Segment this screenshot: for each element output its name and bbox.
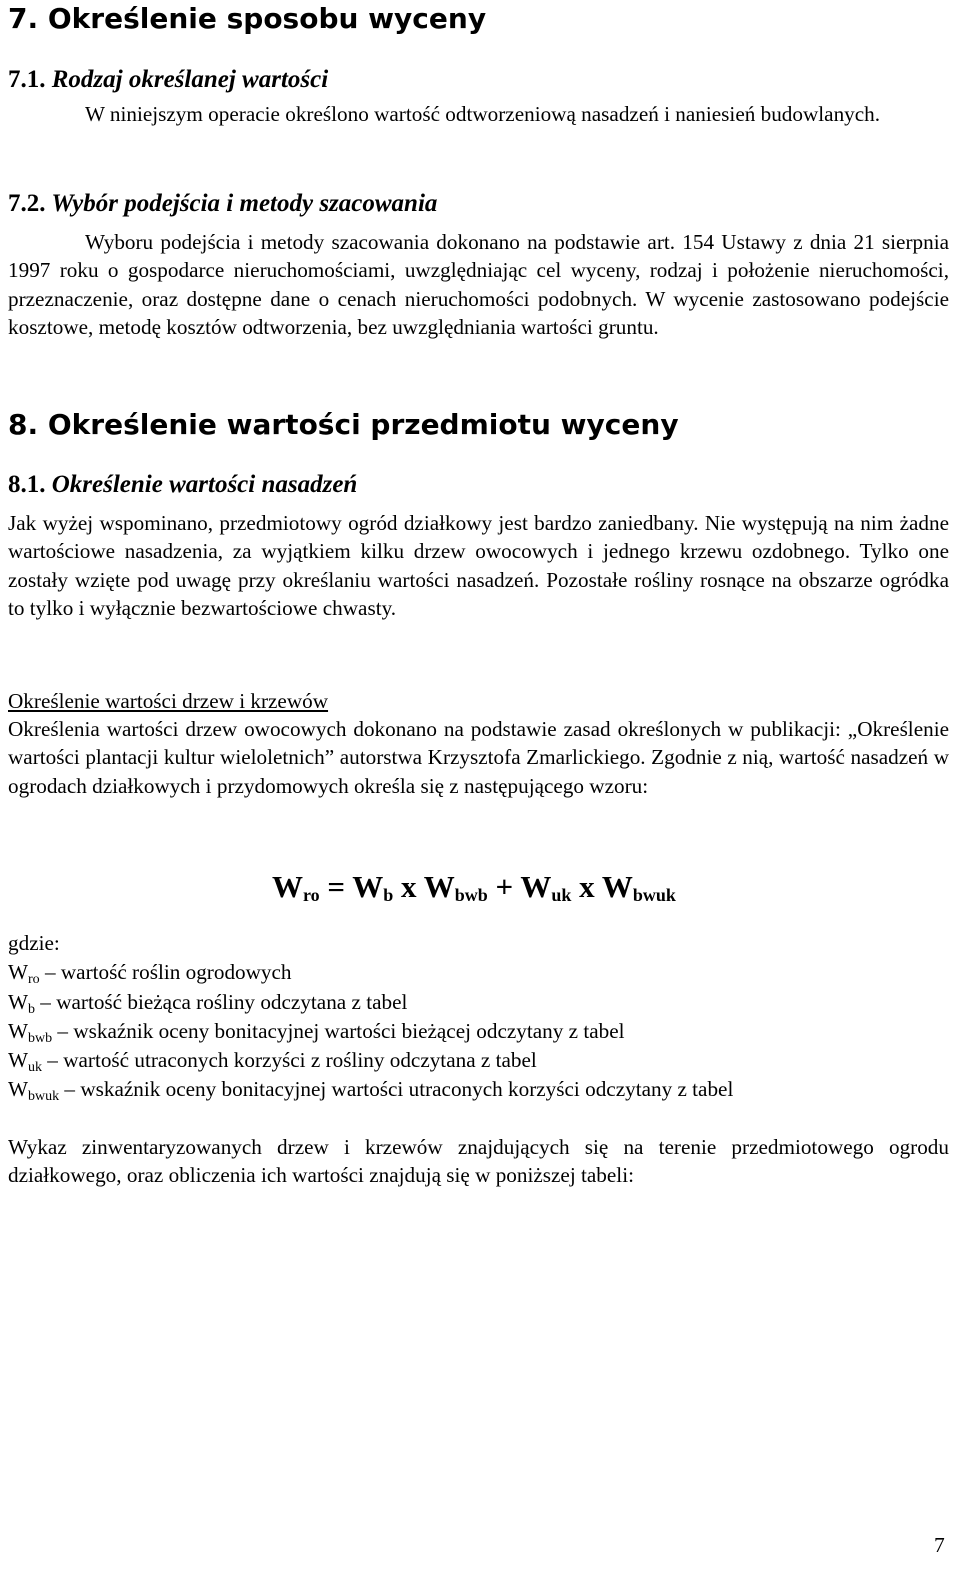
definition-item: $W_{bwuk}$ – wskaźnik oceny bonitacyjnej wartości utraconych korzyści odczytany z tabel [8, 1077, 734, 1104]
section-7-1-paragraph: W niniejszym operacie określono wartość odtworzeniową nasadzeń i naniesień budowlanych. [85, 102, 881, 126]
section-title: Rodzaj określanej wartości [51, 66, 329, 93]
section-title: Określenie wartości nasadzeń [51, 471, 358, 498]
definition-item: $W_{uk}$ – wartość utraconych korzyści z rośliny odczytana z tabel [8, 1048, 537, 1075]
section-number: 7.1. [8, 66, 46, 93]
valuation-formula: $W_{ro} = W_b$ x $W_{bwb} + W_{uk}$ x $W_{bwuk}$ [272, 869, 676, 905]
section-8-1-paragraph: Jak wyżej wspominano, przedmiotowy ogród działkowy jest bardzo zaniedbany. Nie występują na nim żadne wartościowe nasadzenia, za wyjątkiem kilku drzew owocowych i jednego krzewu ozdobnego. Tylko one zostały wzięte pod uwagę przy określaniu wartości nasadzeń. Pozostałe rośliny rosnące na obszarze ogródka to tylko i wyłącznie bezwartościowe chwasty. [8, 511, 949, 621]
definition-item: $W_b$ – wartość bieżąca rośliny odczytana z tabel [8, 990, 408, 1017]
section-8-heading: 8. Określenie wartości przedmiotu wyceny [8, 408, 679, 441]
section-7-2-paragraph: Wyboru podejścia i metody szacowania dokonano na podstawie art. 154 Ustawy z dnia 21 sierpnia 1997 roku o gospodarce nieruchomościami, uwzględniając cel wyceny, rodzaj i położenie nieruchomości, przeznaczenie, oraz dostępne dane o cenach nieruchomości podobnych. W wycenie zastosowano podejście kosztowe, metodę kosztów odtworzenia, bez uwzględniania wartości gruntu. [8, 230, 949, 340]
where-label: gdzie: [8, 931, 60, 955]
section-7-2-heading [8, 189, 949, 219]
page-number: 7 [934, 1533, 945, 1557]
section-7-1-heading [8, 65, 949, 95]
trees-paragraph: Określenia wartości drzew owocowych dokonano na podstawie zasad określonych w publikacji: „Określenie wartości plantacji kultur wieloletnich” autorstwa Krzysztofa Zmarlickiego. Zgodnie z nią, wartość nasadzeń w ogrodach działkowych i przydomowych określa się z następującego wzoru: [8, 717, 949, 798]
definition-item: $W_{ro}$ – wartość roślin ogrodowych [8, 960, 292, 987]
section-8-1-heading [8, 470, 949, 500]
section-number: 7.2. [8, 190, 46, 217]
section-number: 8.1. [8, 471, 46, 498]
section-title: Wybór podejścia i metody szacowania [51, 190, 438, 217]
definition-item: $W_{bwb}$ – wskaźnik oceny bonitacyjnej wartości bieżącej odczytany z tabel [8, 1019, 625, 1046]
inventory-paragraph: Wykaz zinwentaryzowanych drzew i krzewów znajdujących się na terenie przedmiotowego ogrodu działkowego, oraz obliczenia ich wartości znajdują się w poniższej tabeli: [8, 1135, 949, 1188]
trees-subheading: Określenie wartości drzew i krzewów [8, 689, 329, 713]
section-7-heading: 7. Określenie sposobu wyceny [8, 2, 487, 35]
